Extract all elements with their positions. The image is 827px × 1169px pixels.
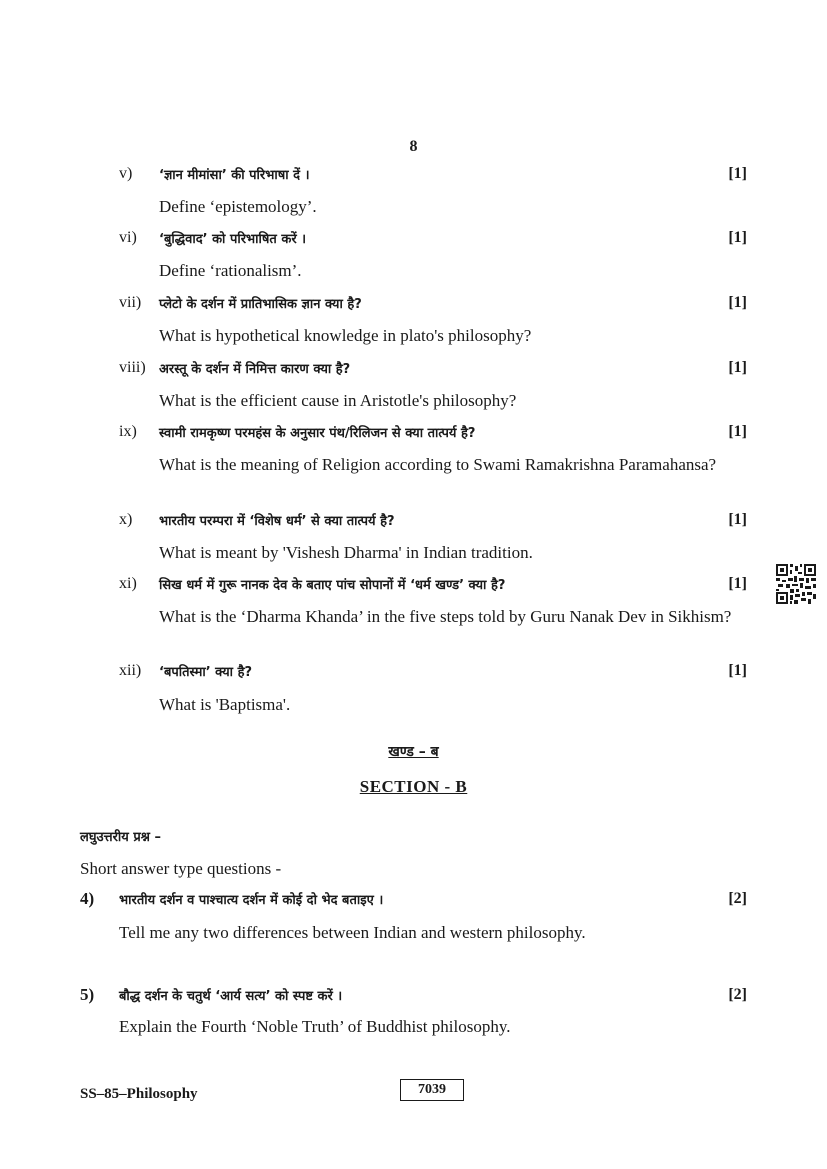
question-text-hindi: सिख धर्म में गुरू नानक देव के बताए पांच सोपानों में ‘धर्म खण्ड’ क्या है? (159, 578, 506, 593)
question-marks: [1] (728, 511, 747, 528)
question-marks: [2] (728, 986, 747, 1003)
question-marks: [1] (728, 229, 747, 246)
question-number: ix) (119, 423, 137, 440)
instruction-english: Short answer type questions - (80, 859, 282, 878)
qr-code-icon (776, 564, 816, 604)
question-text-english: What is the efficient cause in Aristotle's philosophy? (159, 391, 517, 410)
paper-code: SS–85–Philosophy (80, 1086, 198, 1102)
question-text-hindi: अरस्तू के दर्शन में निमित्त कारण क्या है? (159, 362, 351, 377)
question-marks: [1] (728, 359, 747, 376)
question-text-english: What is hypothetical knowledge in plato's philosophy? (159, 326, 532, 345)
section-title-text: SECTION - B (359, 777, 468, 796)
section-title-hindi-text: खण्ड – ब (388, 744, 439, 760)
question-text-english: What is the ‘Dharma Khanda’ in the five steps told by Guru Nanak Dev in Sikhism? (159, 607, 732, 626)
question-text-english: Define ‘rationalism’. (159, 261, 302, 280)
question-number: vi) (119, 229, 137, 246)
question-text-hindi: ‘बपतिस्मा’ क्या है? (159, 665, 253, 680)
question-number: 5) (80, 985, 95, 1004)
paper-number-box: 7039 (400, 1079, 464, 1101)
question-text-hindi: बौद्ध दर्शन के चतुर्थ ‘आर्य सत्य’ को स्पष्ट करें । (119, 989, 343, 1004)
question-number: xii) (119, 662, 142, 679)
question-text-english: Explain the Fourth ‘Noble Truth’ of Buddhist philosophy. (119, 1017, 511, 1036)
question-marks: [1] (728, 662, 747, 679)
question-text-english: What is the meaning of Religion according to Swami Ramakrishna Paramahansa? (159, 455, 717, 474)
section-title (0, 777, 827, 797)
question-marks: [1] (728, 575, 747, 592)
question-text-hindi: भारतीय परम्परा में ‘विशेष धर्म’ से क्या तात्पर्य है? (159, 514, 395, 529)
question-number: 4) (80, 889, 95, 908)
question-text-hindi: ‘बुद्धिवाद’ को परिभाषित करें । (159, 232, 307, 247)
question-number: x) (119, 511, 133, 528)
question-text-english: Tell me any two differences between Indian and western philosophy. (119, 923, 586, 942)
question-marks: [2] (728, 890, 747, 907)
instruction-hindi: लघुउत्तरीय प्रश्न – (80, 830, 161, 845)
question-number: v) (119, 165, 133, 182)
page-number: 8 (409, 138, 418, 155)
question-text-english: What is 'Baptisma'. (159, 695, 291, 714)
question-text-hindi: ‘ज्ञान मीमांसा’ की परिभाषा दें । (159, 168, 310, 183)
question-marks: [1] (728, 165, 747, 182)
question-text-hindi: भारतीय दर्शन व पाश्चात्य दर्शन में कोई दो भेद बताइए । (119, 893, 384, 908)
question-text-hindi: प्लेटो के दर्शन में प्रातिभासिक ज्ञान क्या है? (159, 297, 362, 312)
question-marks: [1] (728, 423, 747, 440)
question-text-english: What is meant by 'Vishesh Dharma' in Indian tradition. (159, 543, 533, 562)
question-text-hindi: स्वामी रामकृष्ण परमहंस के अनुसार पंथ/रिलिजन से क्या तात्पर्य है? (159, 426, 476, 441)
question-number: viii) (119, 359, 146, 376)
question-text-english: Define ‘epistemology’. (159, 197, 317, 216)
question-marks: [1] (728, 294, 747, 311)
question-number: vii) (119, 294, 142, 311)
question-number: xi) (119, 575, 137, 592)
section-title-hindi (0, 742, 827, 761)
